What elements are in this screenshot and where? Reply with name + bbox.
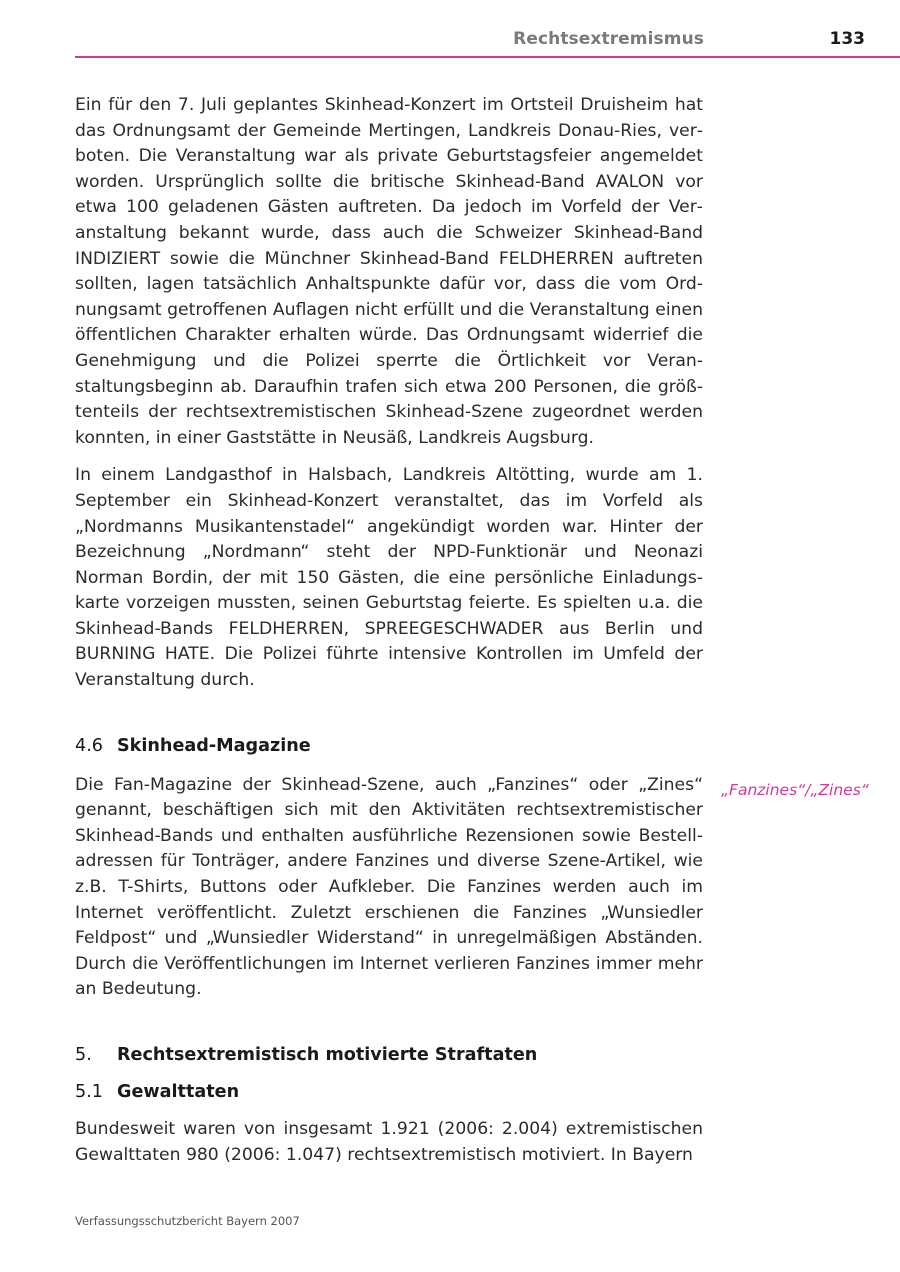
section-number: 4.6	[75, 735, 103, 756]
section-title: Skinhead-Magazine	[117, 735, 311, 756]
section-heading-gewalttaten	[75, 1080, 703, 1105]
header-title: Rechtsextremismus	[513, 29, 704, 49]
paragraph-concert-halsbach: In einem Landgasthof in Halsbach, Landkreis Altötting, wurde am 1. September ein Skinhead-Konzert veranstaltet, das im Vorfeld als „Nordmanns Musikantenstadel“ angekündigt worden war. Hinter der Bezeichnung „Nordmann“ steht der NPD-Funktionär und Neonazi Norman Bordin, der mit 150 Gästen, die eine persönliche Einladungskarte vorzeigen mussten, seinen Geburtstag feierte. Es spielten u.a. die Skinhead-Bands FELDHERREN, SPREEGESCHWADER aus Berlin und BURNING HATE. Die Polizei führte intensive Kontrollen im Umfeld der Veranstaltung durch.	[75, 465, 703, 691]
section-title: Gewalttaten	[117, 1082, 240, 1102]
chapter-number: 5.	[75, 1045, 92, 1065]
chapter-title: Rechtsextremistisch motivierte Straftaten	[117, 1045, 538, 1065]
chapter-heading-straftaten	[75, 1043, 703, 1068]
page-footer: Verfassungsschutzbericht Bayern 2007	[75, 1214, 300, 1228]
page-number: 133	[829, 29, 865, 49]
paragraph-gewalttaten: Bundesweit waren von insgesamt 1.921 (2006: 2.004) extremistischen Gewalttaten 980 (2006: 1.047) rechtsextremistisch motiviert. In Bayern	[75, 1119, 703, 1165]
main-content	[75, 93, 703, 1168]
section-heading-skinhead-magazine	[75, 734, 703, 759]
paragraph-fanzines: Die Fan-Magazine der Skinhead-Szene, auch „Fanzines“ oder „Zines“ genannt, beschäftigen sich mit den Aktivitäten rechtsextremistischer Skinhead-Bands und enthalten ausführliche Rezensionen sowie Bestelladressen für Tonträger, andere Fanzines und diverse Szene-Artikel, wie z.B. T-Shirts, Buttons oder Aufkleber. Die Fanzines werden auch im Internet veröffentlicht. Zuletzt erschienen die Fanzines „Wunsiedler Feldpost“ und „Wunsiedler Widerstand“ in unregelmäßigen Abständen. Durch die Veröffentlichungen im Internet verlieren Fanzines immer mehr an Bedeutung.	[75, 774, 703, 1000]
marginal-note-fanzines: „Fanzines“/„Zines“	[721, 781, 869, 799]
running-header	[75, 0, 900, 58]
section-number: 5.1	[75, 1082, 103, 1102]
paragraph-concert-druisheim: Ein für den 7. Juli geplantes Skinhead-Konzert im Ortsteil Druisheim hat das Ordnungsamt der Gemeinde Mertingen, Landkreis Donau-Ries, verboten. Die Veranstaltung war als private Geburtstagsfeier angemeldet worden. Ursprünglich sollte die britische Skinhead-Band AVALON vor etwa 100 geladenen Gästen auftreten. Da jedoch im Vorfeld der Veranstaltung bekannt wurde, dass auch die Schweizer Skinhead-Band INDIZIERT sowie die Münchner Skinhead-Band FELDHERREN auftreten sollten, lagen tatsächlich Anhaltspunkte dafür vor, dass die vom Ordnungsamt getroffenen Auflagen nicht erfüllt und die Veranstaltung einen öffentlichen Charakter erhalten würde. Das Ordnungsamt widerrief die Genehmigung und die Polizei sperrte die Örtlichkeit vor Veranstaltungsbeginn ab. Daraufhin trafen sich etwa 200 Personen, die größtenteils der rechtsextremistischen Skinhead-Szene zugeordnet werden konnten, in einer Gaststätte in Neusäß, Landkreis Augsburg.	[75, 95, 703, 448]
